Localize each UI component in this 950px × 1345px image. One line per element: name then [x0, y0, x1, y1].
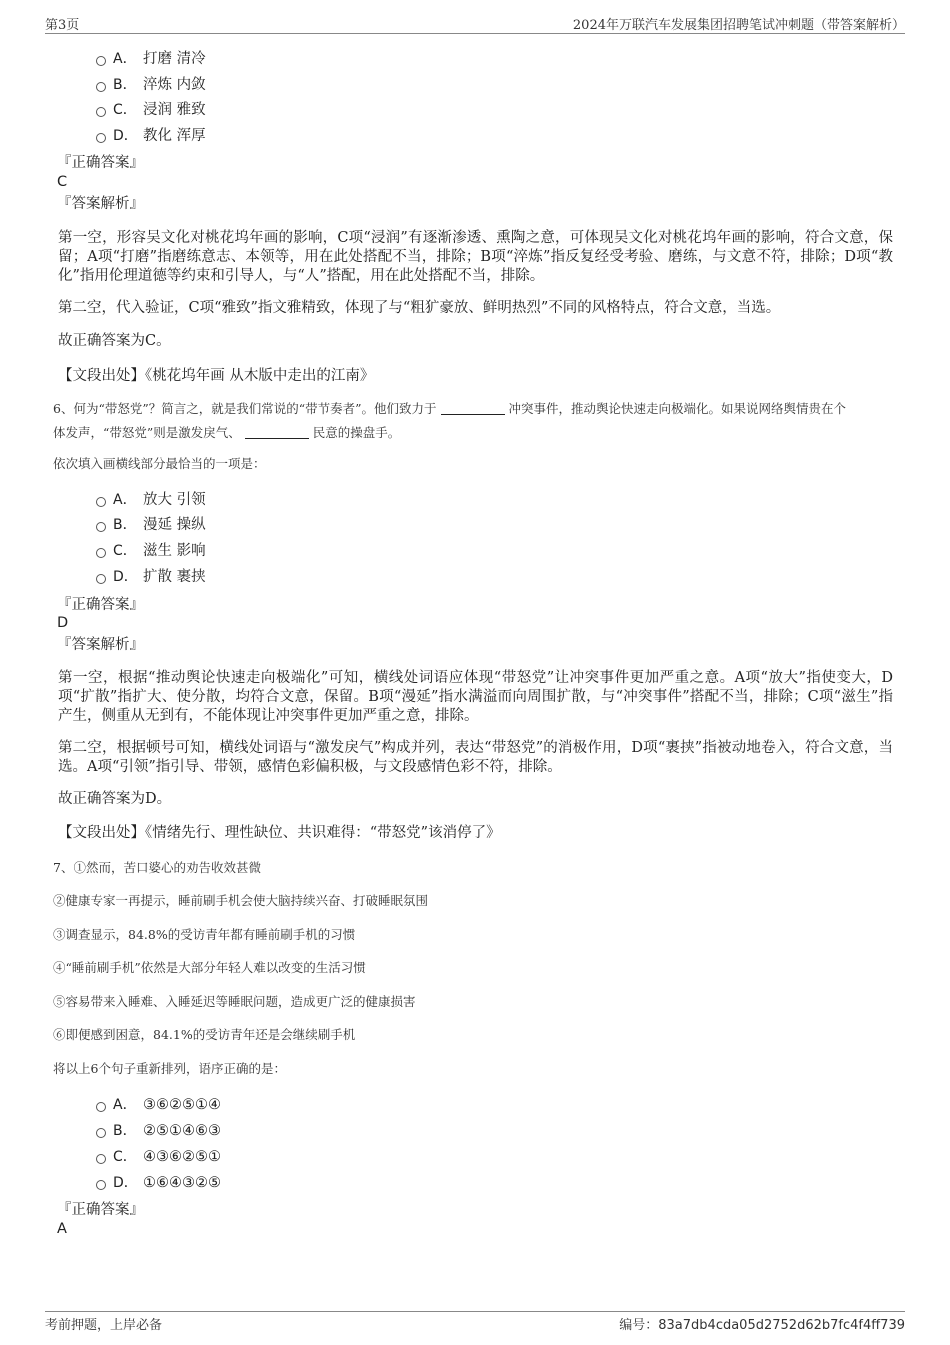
header-divider — [45, 33, 905, 34]
q7-sentence-6: ⑥即便感到困意，84.1%的受访青年还是会继续刷手机 — [53, 1027, 356, 1042]
q7-answer-label: 『正确答案』 — [57, 1202, 144, 1218]
q6-option-b[interactable]: B． 漫延 操纵 — [96, 514, 206, 536]
q5-analysis-paragraph-3: 故正确答案为C。 — [58, 333, 171, 349]
radio-icon[interactable] — [96, 133, 106, 143]
q6-stem: 6、何为“带怒党”？简言之，就是我们常说的“带节奏者”。他们致力于 冲突事件，推动舆论快速走向极端化。如果说网络舆情贵在个 体发声，“带怒党”则是激发戾气、 民意的操盘手。 — [53, 401, 847, 440]
q5-option-a[interactable]: A． 打磨 清冷 — [96, 48, 206, 70]
fill-blank-1[interactable] — [441, 400, 505, 415]
q6-option-c[interactable]: C． 滋生 影响 — [96, 540, 206, 562]
q6-option-a[interactable]: A． 放大 引领 — [96, 489, 206, 511]
radio-icon[interactable] — [96, 497, 106, 507]
q7-prompt: 将以上6个句子重新排列，语序正确的是： — [53, 1061, 286, 1076]
q7-option-b[interactable]: B． ②⑤①④⑥③ — [96, 1120, 221, 1142]
q5-analysis-paragraph-2: 第二空，代入验证，C项“雅致”指文雅精致，体现了与“粗犷豪放、鲜明热烈”不同的风格特点，符合文意，当选。 — [58, 300, 781, 316]
q7-sentence-4: ④“睡前刷手机”依然是大部分年轻人难以改变的生活习惯 — [53, 960, 366, 975]
q5-answer-label: 『正确答案』 — [57, 155, 144, 171]
q7-answer: A — [57, 1221, 67, 1237]
q5-source: 【文段出处】《桃花坞年画 从木版中走出的江南》 — [58, 368, 375, 384]
q7-sentence-1: 7、①然而，苦口婆心的劝告收效甚微 — [53, 860, 261, 875]
q7-sentence-2: ②健康专家一再提示，睡前刷手机会使大脑持续兴奋、打破睡眠氛围 — [53, 893, 429, 908]
q6-analysis-paragraph-3: 故正确答案为D。 — [58, 791, 172, 807]
q7-option-c[interactable]: C． ④③⑥②⑤① — [96, 1146, 221, 1168]
radio-icon[interactable] — [96, 522, 106, 532]
q6-answer-label: 『正确答案』 — [57, 597, 144, 613]
footer-code: 编号：83a7db4cda05d2752d62b7fc4f4ff739 — [619, 1318, 905, 1333]
q5-option-b[interactable]: B． 淬炼 内敛 — [96, 74, 206, 96]
footer-slogan: 考前押题，上岸必备 — [45, 1318, 163, 1333]
radio-icon[interactable] — [96, 56, 106, 66]
q6-prompt: 依次填入画横线部分最恰当的一项是： — [53, 456, 266, 471]
q5-analysis-label: 『答案解析』 — [57, 196, 144, 212]
document-title: 2024年万联汽车发展集团招聘笔试冲刺题（带答案解析） — [572, 18, 905, 33]
radio-icon[interactable] — [96, 1154, 106, 1164]
q6-analysis-paragraph-2: 第二空，根据顿号可知，横线处词语与“激发戾气”构成并列，表达“带怒党”的消极作用，D项“裹挟”指被动地卷入，符合文意，当选。A项“引领”指引导、带领，感情色彩偏积极，与文段感情色彩不符，排除。 — [58, 740, 893, 775]
q7-option-a[interactable]: A． ③⑥②⑤①④ — [96, 1094, 221, 1116]
radio-icon[interactable] — [96, 1102, 106, 1112]
page-number: 第3页 — [45, 18, 80, 33]
q6-option-d[interactable]: D． 扩散 裹挟 — [96, 566, 206, 588]
q6-analysis-label: 『答案解析』 — [57, 637, 144, 653]
q7-sentence-3: ③调查显示，84.8%的受访青年都有睡前刷手机的习惯 — [53, 927, 356, 942]
q5-analysis-paragraph-1: 第一空，形容吴文化对桃花坞年画的影响，C项“浸润”有逐渐渗透、熏陶之意，可体现吴文化对桃花坞年画的影响，符合文意，保留；A项“打磨”指磨练意志、本领等，用在此处搭配不当，排除；B项“淬炼”指反复经受考验、磨练，与文意不符，排除；D项“教化”指用伦理道德等约束和引导人，与“人”搭配，用在此处搭配不当，排除。 — [58, 230, 893, 284]
radio-icon[interactable] — [96, 107, 106, 117]
q5-option-d[interactable]: D． 教化 浑厚 — [96, 125, 206, 147]
radio-icon[interactable] — [96, 1128, 106, 1138]
radio-icon[interactable] — [96, 574, 106, 584]
q5-option-c[interactable]: C． 浸润 雅致 — [96, 99, 206, 121]
radio-icon[interactable] — [96, 548, 106, 558]
q6-analysis-paragraph-1: 第一空，根据“推动舆论快速走向极端化”可知，横线处词语应体现“带怒党”让冲突事件更加严重之意。A项“放大”指使变大，D项“扩散”指扩大、使分散，均符合文意，保留。B项“漫延”指水满溢而向周围扩散，与“冲突事件”搭配不当，排除；C项“滋生”指产生，侧重从无到有，不能体现让冲突事件更加严重之意，排除。 — [58, 670, 893, 724]
q5-answer: C — [57, 174, 68, 190]
radio-icon[interactable] — [96, 1180, 106, 1190]
q7-sentence-5: ⑤容易带来入睡难、入睡延迟等睡眠问题，造成更广泛的健康损害 — [53, 994, 416, 1009]
radio-icon[interactable] — [96, 82, 106, 92]
footer-divider — [45, 1311, 905, 1312]
fill-blank-2[interactable] — [245, 424, 309, 439]
q6-source: 【文段出处】《情绪先行、理性缺位、共识难得：“带怒党”该消停了》 — [58, 825, 501, 841]
q6-answer: D — [57, 615, 69, 631]
page-header — [45, 14, 905, 34]
q7-option-d[interactable]: D． ①⑥④③②⑤ — [96, 1172, 221, 1194]
